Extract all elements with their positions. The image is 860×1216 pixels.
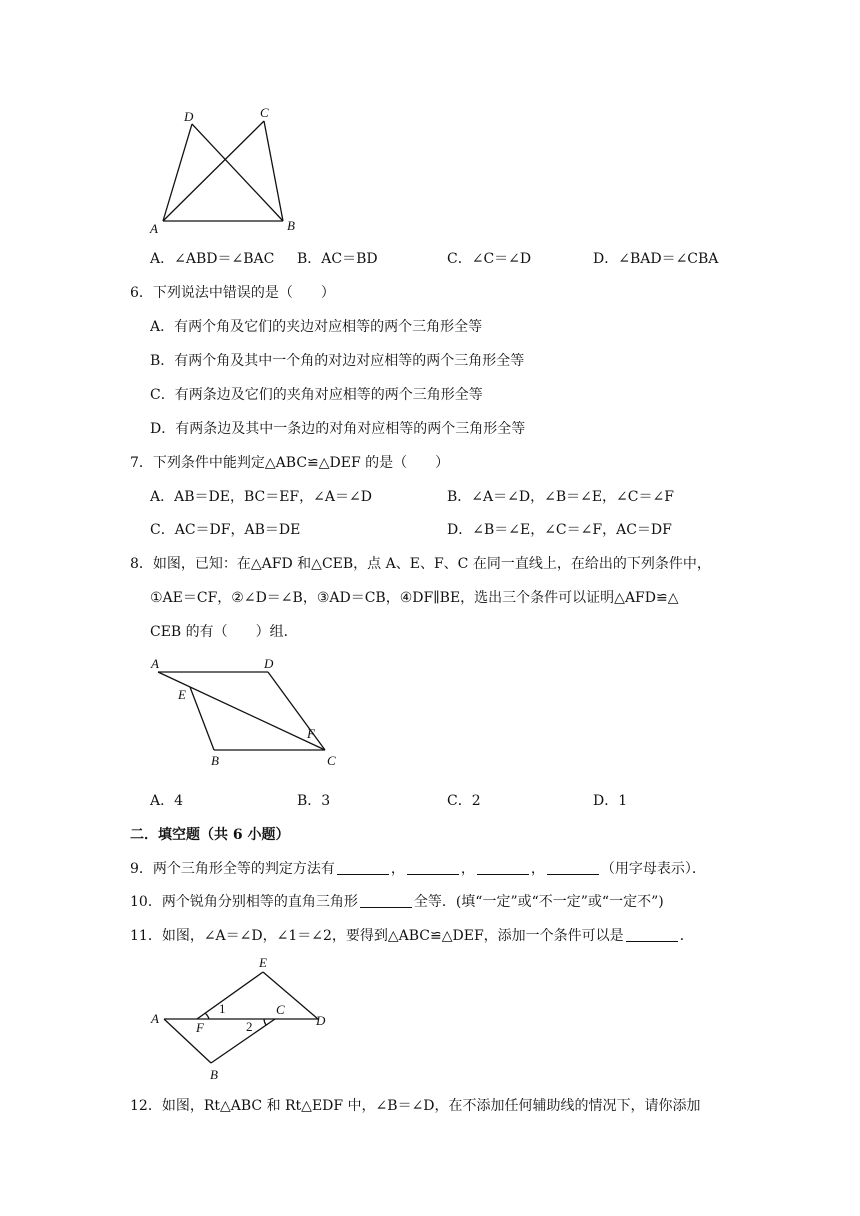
q5-option-c[interactable]: C．∠C＝∠D (447, 251, 532, 267)
segment-fe (197, 972, 263, 1019)
angle-2-arc (264, 1019, 266, 1025)
q6-stem: 6．下列说法中错误的是（ ） (130, 285, 335, 301)
label-c: C (276, 1002, 285, 1017)
q7-option-d[interactable]: D．∠B＝∠E，∠C＝∠F，AC＝DF (447, 522, 672, 538)
q9-sep-1: ， (390, 861, 405, 877)
label-c: C (260, 105, 269, 120)
label-e: E (178, 687, 186, 702)
label-angle-1: 1 (219, 1001, 226, 1016)
label-f: F (196, 1020, 204, 1035)
q6-option-a[interactable]: A．有两个角及它们的夹边对应相等的两个三角形全等 (150, 319, 483, 335)
q8-option-c[interactable]: C．2 (447, 793, 481, 809)
q5-option-d[interactable]: D．∠BAD＝∠CBA (593, 251, 719, 267)
label-a: A (151, 656, 159, 671)
q9-suffix: （用字母表示）． (600, 861, 706, 877)
label-c: C (327, 753, 336, 768)
q8-line1: 8．如图，已知：在△AFD 和△CEB，点 A、E、F、C 在同一直线上，在给出的下列条件中， (130, 556, 711, 572)
q8-option-a[interactable]: A．4 (150, 793, 184, 809)
q8-line3: CEB 的有（ ）组． (150, 624, 298, 640)
label-b: B (210, 1067, 218, 1082)
label-angle-2: 2 (246, 1019, 253, 1034)
q8-option-b[interactable]: B．3 (297, 793, 331, 809)
label-d: D (264, 656, 274, 671)
label-d: D (184, 109, 194, 124)
q7-option-c[interactable]: C．AC＝DF，AB＝DE (150, 522, 301, 538)
label-f: F (307, 726, 315, 741)
q7-option-b[interactable]: B．∠A＝∠D，∠B＝∠E，∠C＝∠F (447, 489, 674, 505)
q6-option-d[interactable]: D．有两条边及其中一条边的对角对应相等的两个三角形全等 (150, 421, 526, 437)
angle-1-arc (205, 1013, 209, 1019)
segment-ed (263, 972, 318, 1019)
q8-option-d[interactable]: D．1 (593, 793, 628, 809)
q8-line2: ①AE＝CF，②∠D＝∠B，③AD＝CB，④DF∥BE，选出三个条件可以证明△AFD≌△ (150, 590, 679, 606)
label-e: E (259, 955, 267, 970)
q6-option-c[interactable]: C．有两条边及它们的夹角对应相等的两个三角形全等 (150, 387, 483, 403)
q9-prefix: 9．两个三角形全等的判定方法有 (130, 861, 335, 877)
q10-prefix: 10．两个锐角分别相等的直角三角形 (130, 894, 358, 910)
label-a: A (150, 221, 158, 236)
q7-stem: 7．下列条件中能判定△ABC≌△DEF 的是（ ） (130, 455, 450, 471)
q5-option-b[interactable]: B．AC＝BD (297, 251, 378, 267)
q9-sep-3: ， (530, 861, 545, 877)
q6-option-b[interactable]: B．有两个角及其中一个角的对边对应相等的两个三角形全等 (150, 353, 525, 369)
q7-option-a[interactable]: A．AB＝DE，BC＝EF，∠A＝∠D (150, 489, 372, 505)
label-a: A (151, 1011, 159, 1026)
section-title-text: 二．填空题（共 6 小题） (130, 827, 290, 843)
label-b: B (287, 218, 295, 233)
q9-sep-2: ， (460, 861, 475, 877)
q11-prefix: 11．如图，∠A＝∠D，∠1＝∠2，要得到△ABC≌△DEF，添加一个条件可以是 (130, 928, 624, 944)
label-d: D (316, 1013, 326, 1028)
label-b: B (211, 753, 219, 768)
segment-bc (211, 1019, 275, 1063)
q11-suffix: ． (679, 928, 694, 944)
q5-option-a[interactable]: A．∠ABD＝∠BAC (150, 251, 275, 267)
q12-text: 12．如图，Rt△ABC 和 Rt△EDF 中，∠B＝∠D，在不添加任何辅助线的情况下，请你添加 (130, 1098, 701, 1114)
q10-suffix: 全等．(填“一定”或“不一定”或“一定不”) (413, 894, 664, 910)
